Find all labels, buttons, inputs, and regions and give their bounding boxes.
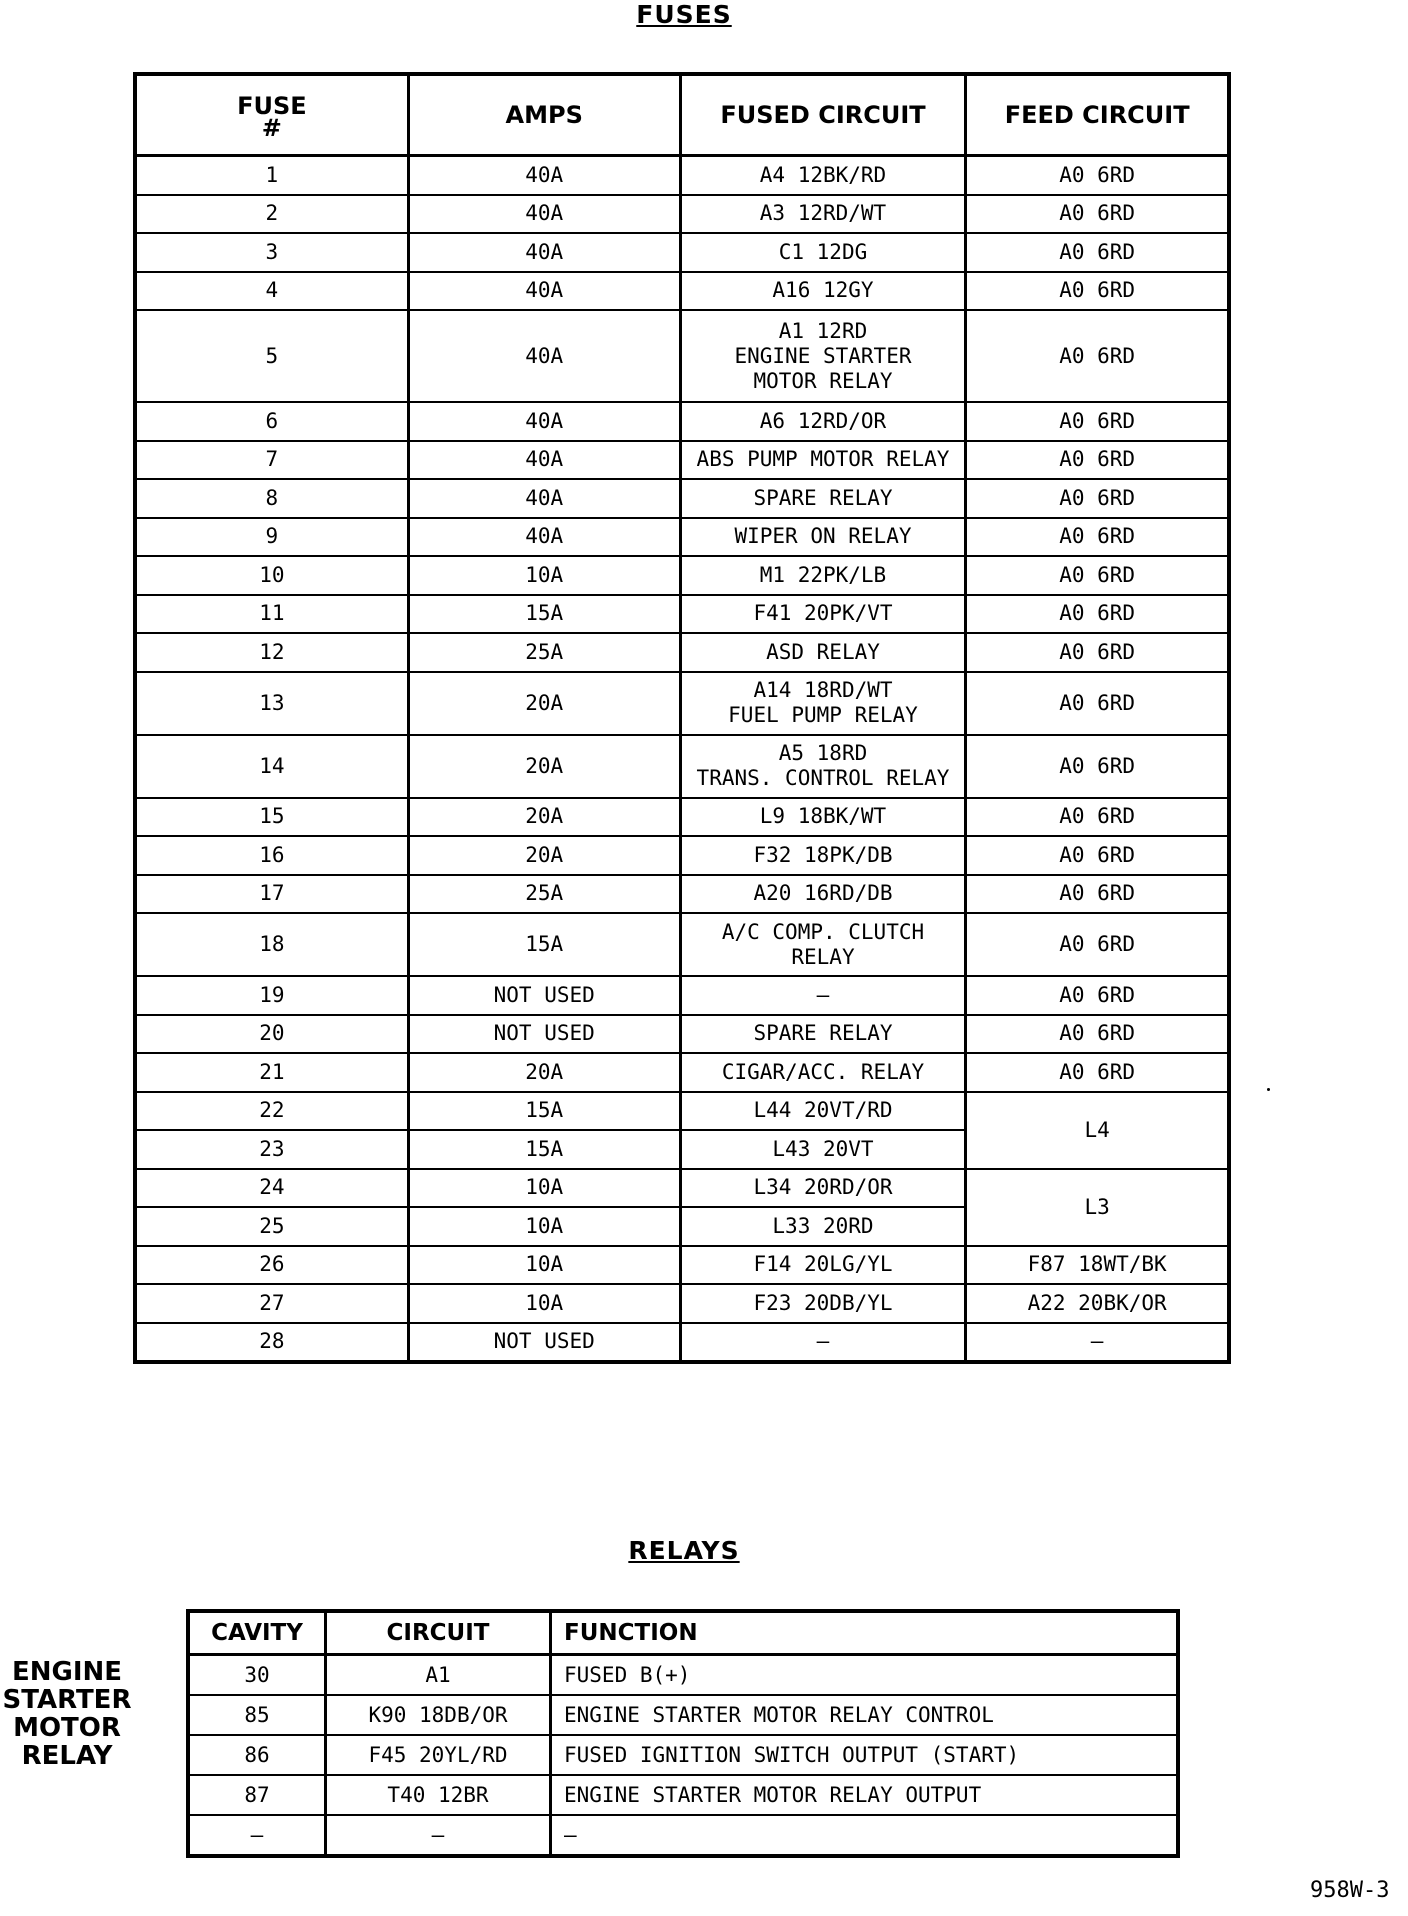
fuse-number: 28 [135,1323,408,1363]
relay-row [188,1815,1178,1856]
feed-circuit: A0 6RD [966,1053,1229,1092]
fused-circuit-line: ASD RELAY [766,639,880,664]
feed-circuit: A0 6RD [966,233,1229,272]
feed-circuit: A0 6RD [966,672,1229,735]
fused-circuit [680,595,966,634]
fused-circuit [680,1130,966,1169]
fuse-header-label: FUSE [237,91,307,120]
relay-circuit: – [326,1815,551,1856]
relays-title: RELAYS [628,1536,740,1565]
fuse-amps: 15A [408,1092,680,1131]
relay-name-line: STARTER [2,1685,132,1715]
fused-circuit [680,1323,966,1363]
fused-circuit-line: – [816,982,830,1007]
fuse-amps: 40A [408,233,680,272]
fuse-amps: 40A [408,518,680,557]
fused-circuit [680,1284,966,1323]
cavity-header: CAVITY [188,1611,326,1655]
fused-circuit-line: C1 12DG [778,239,868,264]
relay-cavity: 86 [188,1735,326,1775]
fused-circuit-line: TRANS. CONTROL RELAY [696,766,950,790]
fused-circuit-line: – [816,1329,830,1354]
relay-row [188,1695,1178,1735]
fuse-number: 3 [135,233,408,272]
fused-circuit-line: SPARE RELAY [753,1021,893,1046]
fused-circuit [680,272,966,311]
fused-circuit-line: F23 20DB/YL [753,1290,893,1315]
fuse-amps: 40A [408,402,680,441]
feed-circuit: A0 6RD [966,156,1229,195]
fuse-number: 24 [135,1169,408,1208]
fuse-number: 25 [135,1207,408,1246]
relay-name-line: MOTOR [13,1713,121,1743]
fuse-amps: 15A [408,913,680,976]
fuse-amps: 20A [408,1053,680,1092]
fuse-number: 18 [135,913,408,976]
fuse-number: 26 [135,1246,408,1285]
fused-circuit-line: F32 18PK/DB [753,842,893,867]
fuse-amps: NOT USED [408,1015,680,1054]
fused-circuit [680,976,966,1015]
fuse-amps: 40A [408,195,680,234]
fuse-amps: 40A [408,441,680,480]
relay-row [188,1735,1178,1775]
fuse-header-row [135,74,1229,156]
circuit-header: CIRCUIT [326,1611,551,1655]
fuse-number: 13 [135,672,408,735]
fused-circuit [680,1015,966,1054]
fused-circuit-line: L43 20VT [772,1136,874,1161]
fuse-number: 5 [135,310,408,402]
feed-circuit: A0 6RD [966,875,1229,914]
fused-circuit [680,735,966,798]
fuse-amps: 10A [408,1207,680,1246]
fused-circuit-line: L34 20RD/OR [753,1175,893,1200]
relay-circuit: F45 20YL/RD [326,1735,551,1775]
fused-circuit [680,479,966,518]
fused-circuit-line: M1 22PK/LB [759,562,887,587]
fuse-amps: 10A [408,1284,680,1323]
fused-circuit-line: L44 20VT/RD [753,1098,893,1123]
fuse-number: 21 [135,1053,408,1092]
feed-circuit: A0 6RD [966,272,1229,311]
fuse-row [135,556,1229,595]
fuse-row [135,1053,1229,1092]
fused-circuit-line: RELAY [791,944,855,969]
fuse-row [135,1015,1229,1054]
fuse-row [135,633,1229,672]
fuse-row [135,518,1229,557]
fused-circuit-line: A/C COMP. CLUTCH [721,919,925,944]
fuse-amps: 20A [408,672,680,735]
feed-circuit: A0 6RD [966,479,1229,518]
fuse-number: 27 [135,1284,408,1323]
fuse-row [135,836,1229,875]
fuse-amps: NOT USED [408,1323,680,1363]
fuse-row [135,272,1229,311]
fused-circuit-line: L9 18BK/WT [759,804,887,829]
fuse-row [135,1246,1229,1285]
function-header: FUNCTION [551,1611,1179,1655]
fuse-row [135,595,1229,634]
fuse-number: 4 [135,272,408,311]
fuse-row [135,402,1229,441]
fuse-row [135,1284,1229,1323]
fuse-amps: 15A [408,595,680,634]
feed-circuit: A0 6RD [966,310,1229,402]
relay-cavity: – [188,1815,326,1856]
fused-circuit [680,1169,966,1208]
relay-row [188,1655,1178,1696]
relay-name-line: ENGINE [11,1657,123,1687]
fused-circuit [680,875,966,914]
fused-circuit [680,441,966,480]
feed-circuit: A0 6RD [966,836,1229,875]
fuse-number: 17 [135,875,408,914]
fused-circuit-line: A4 12BK/RD [759,162,887,187]
fused-circuit [680,402,966,441]
relay-circuit: A1 [326,1655,551,1696]
feed-circuit: A0 6RD [966,595,1229,634]
relay-name-label [0,1658,134,1770]
fuse-number: 16 [135,836,408,875]
fuse-amps: 25A [408,633,680,672]
relay-cavity: 85 [188,1695,326,1735]
fused-circuit [680,672,966,735]
fused-circuit [680,913,966,976]
fused-circuit-line: FUEL PUMP RELAY [728,703,918,727]
fuse-row [135,1169,1229,1208]
fused-circuit-line: A20 16RD/DB [753,881,893,906]
feed-circuit: A22 20BK/OR [966,1284,1229,1323]
fused-circuit-line: A6 12RD/OR [759,408,887,433]
fused-circuit [680,156,966,195]
fused-circuit-line: A16 12GY [772,278,874,303]
feed-circuit: L4 [966,1092,1229,1169]
fuse-table-body [135,156,1229,1363]
fuse-amps: 40A [408,272,680,311]
fused-circuit [680,556,966,595]
fuse-number: 9 [135,518,408,557]
relay-table-body [188,1655,1178,1857]
relay-header-row [188,1611,1178,1655]
feed-circuit: A0 6RD [966,518,1229,557]
fused-circuit-line: F41 20PK/VT [753,601,893,626]
fuse-row [135,1323,1229,1363]
fused-circuit-line: SPARE RELAY [753,485,893,510]
fused-circuit-header: FUSED CIRCUIT [680,74,966,156]
fused-circuit-line: A1 12RD [778,318,868,343]
fuse-number: 15 [135,798,408,837]
stray-mark [1267,1088,1270,1091]
fuse-number-header [135,74,408,156]
relay-function: ENGINE STARTER MOTOR RELAY CONTROL [551,1695,1179,1735]
fused-circuit [680,518,966,557]
feed-circuit: – [966,1323,1229,1363]
relay-name-line: RELAY [21,1741,113,1771]
fuse-row [135,913,1229,976]
feed-circuit: A0 6RD [966,402,1229,441]
fuses-title: FUSES [636,0,732,29]
fuse-row [135,233,1229,272]
relay-row [188,1775,1178,1815]
relay-circuit: K90 18DB/OR [326,1695,551,1735]
page-code: 958W-3 [1310,1878,1390,1903]
relay-cavity: 87 [188,1775,326,1815]
fuse-row [135,156,1229,195]
fused-circuit [680,836,966,875]
fuse-row [135,1092,1229,1131]
fused-circuit [680,1246,966,1285]
fuse-number: 1 [135,156,408,195]
feed-circuit: A0 6RD [966,195,1229,234]
fuse-amps: 20A [408,798,680,837]
feed-circuit: A0 6RD [966,798,1229,837]
relay-function: FUSED IGNITION SWITCH OUTPUT (START) [551,1735,1179,1775]
feed-circuit-header: FEED CIRCUIT [966,74,1229,156]
fuse-amps: 20A [408,836,680,875]
fused-circuit [680,310,966,402]
fuse-amps: 10A [408,1169,680,1208]
fuse-row [135,976,1229,1015]
fuse-row [135,310,1229,402]
fused-circuit-line: WIPER ON RELAY [734,524,912,549]
fused-circuit [680,798,966,837]
relay-function: – [551,1815,1179,1856]
fuse-number: 19 [135,976,408,1015]
fused-circuit [680,1207,966,1246]
relay-function: FUSED B(+) [551,1655,1179,1696]
fuse-amps: 25A [408,875,680,914]
fuse-number: 2 [135,195,408,234]
relay-circuit: T40 12BR [326,1775,551,1815]
amps-header: AMPS [408,74,680,156]
fuse-row [135,195,1229,234]
relay-table [186,1609,1180,1858]
fused-circuit-line: L33 20RD [772,1213,874,1238]
fuse-row [135,672,1229,735]
feed-circuit: A0 6RD [966,633,1229,672]
fuse-number: 23 [135,1130,408,1169]
fuse-amps: 40A [408,310,680,402]
fused-circuit-line: ABS PUMP MOTOR RELAY [696,447,950,472]
feed-circuit: A0 6RD [966,913,1229,976]
fuse-row [135,479,1229,518]
fuse-amps: 10A [408,556,680,595]
fused-circuit-line: F14 20LG/YL [753,1252,893,1277]
fused-circuit-line: MOTOR RELAY [753,368,893,393]
fuse-amps: 20A [408,735,680,798]
fuse-number: 10 [135,556,408,595]
fuse-number: 6 [135,402,408,441]
fused-circuit [680,1092,966,1131]
feed-circuit: A0 6RD [966,1015,1229,1054]
feed-circuit: L3 [966,1169,1229,1246]
fuse-amps: 10A [408,1246,680,1285]
feed-circuit: F87 18WT/BK [966,1246,1229,1285]
feed-circuit: A0 6RD [966,735,1229,798]
fuse-row [135,735,1229,798]
fuse-number: 7 [135,441,408,480]
fuse-row [135,441,1229,480]
feed-circuit: A0 6RD [966,441,1229,480]
feed-circuit: A0 6RD [966,556,1229,595]
fuse-row [135,798,1229,837]
fuse-amps: 40A [408,156,680,195]
fused-circuit [680,233,966,272]
fuse-number: 11 [135,595,408,634]
fused-circuit-line: CIGAR/ACC. RELAY [721,1059,925,1084]
fuse-header-symbol: # [261,113,282,142]
fuse-number: 22 [135,1092,408,1131]
fused-circuit-line: ENGINE STARTER [734,343,912,368]
relay-cavity: 30 [188,1655,326,1696]
fused-circuit-line: A14 18RD/WT [753,678,893,702]
fuse-amps: 15A [408,1130,680,1169]
fused-circuit [680,633,966,672]
fuse-number: 12 [135,633,408,672]
fuse-amps: NOT USED [408,976,680,1015]
feed-circuit: A0 6RD [966,976,1229,1015]
fused-circuit-line: A3 12RD/WT [759,201,887,226]
fuse-number: 20 [135,1015,408,1054]
fuse-table [133,72,1231,1364]
fuse-number: 14 [135,735,408,798]
fuse-row [135,875,1229,914]
fused-circuit-line: A5 18RD [778,741,868,765]
fuse-amps: 40A [408,479,680,518]
fused-circuit [680,195,966,234]
relay-function: ENGINE STARTER MOTOR RELAY OUTPUT [551,1775,1179,1815]
fuse-number: 8 [135,479,408,518]
fused-circuit [680,1053,966,1092]
